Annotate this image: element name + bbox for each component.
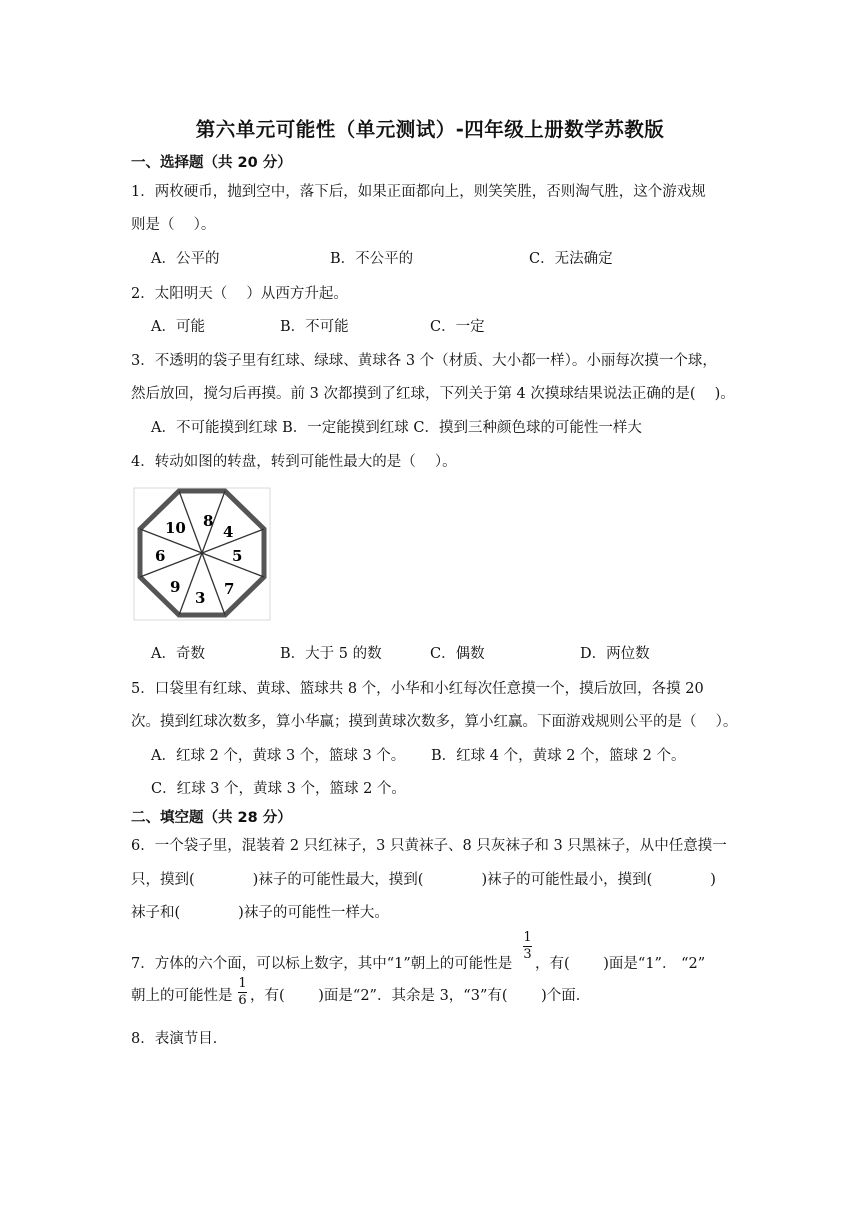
question-6-text-line-1: 6．一个袋子里，混装着 2 只红袜子，3 只黄袜子、8 只灰袜子和 3 只黑袜子，从中任意摸一 (131, 838, 727, 854)
question-2-option-a: A．可能 (151, 319, 205, 335)
question-3-text-line-2: 然后放回，搅匀后再摸。前 3 次都摸到了红球，下列关于第 4 次摸球结果说法正确的是( )。 (131, 386, 735, 402)
question-4-option-a: A．奇数 (151, 646, 205, 662)
question-3-text-line-1: 3．不透明的袋子里有红球、绿球、黄球各 3 个（材质、大小都一样）。小丽每次摸一个球， (131, 353, 717, 369)
question-6-text-line-2: 只，摸到( )袜子的可能性最大，摸到( )袜子的可能性最小，摸到( ) (131, 872, 716, 888)
question-1-text-line-2: 则是（ ）。 (131, 217, 216, 233)
question-1-option-c: C．无法确定 (529, 251, 613, 267)
question-5-text-line-1: 5．口袋里有红球、黄球、篮球共 8 个，小华和小红每次任意摸一个，摸后放回，各摸 20 (131, 681, 704, 697)
fraction-denominator: 6 (238, 993, 247, 1008)
question-7-text-line-2b: ，有( )面是“2”．其余是 3，“3”有( )个面． (250, 988, 591, 1004)
spinner-number: 8 (203, 512, 214, 530)
question-1-text-line-1: 1．两枚硬币，抛到空中，落下后，如果正面都向上，则笑笑胜，否则淘气胜，这个游戏规 (131, 184, 706, 200)
spinner-number: 5 (232, 547, 243, 565)
section-heading-fill-blank: 二、填空题（共 28 分） (131, 810, 292, 826)
question-5-option-b: B．红球 4 个，黄球 2 个，篮球 2 个。 (431, 748, 686, 764)
spinner-number: 9 (170, 578, 181, 596)
question-5-option-a: A．红球 2 个，黄球 3 个，篮球 3 个。 (151, 748, 406, 764)
question-7-text-line-1a: 7．方体的六个面，可以标上数字，其中“1”朝上的可能性是 (131, 956, 513, 972)
question-4-text: 4．转动如图的转盘，转到可能性最大的是（ ）。 (131, 454, 457, 470)
fraction-numerator: 1 (523, 930, 532, 945)
question-7-text-line-1b: ，有( )面是“1”． “2” (535, 956, 706, 972)
question-8-text: 8．表演节目． (131, 1031, 228, 1047)
question-4-option-c: C．偶数 (430, 646, 485, 662)
page-title: 第六单元可能性（单元测试）-四年级上册数学苏教版 (195, 118, 665, 141)
question-2-option-b: B．不可能 (280, 319, 349, 335)
question-5-option-c: C．红球 3 个，黄球 3 个，篮球 2 个。 (151, 781, 406, 797)
question-4-option-d: D．两位数 (580, 646, 650, 662)
question-2-option-c: C．一定 (430, 319, 485, 335)
question-2-text: 2．太阳明天（ ）从西方升起。 (131, 286, 348, 302)
question-6-text-line-3: 袜子和( )袜子的可能性一样大。 (131, 905, 389, 921)
question-7-text-line-2a: 朝上的可能性是 (131, 988, 233, 1004)
question-1-option-b: B．不公平的 (330, 251, 414, 267)
fraction-one-third (523, 931, 532, 962)
spinner-number: 3 (195, 589, 206, 607)
fraction-numerator: 1 (238, 976, 247, 991)
question-5-text-line-2: 次。摸到红球次数多，算小华赢；摸到黄球次数多，算小红赢。下面游戏规则公平的是（ ）。 (131, 714, 738, 730)
question-1-option-a: A．公平的 (151, 251, 220, 267)
fraction-one-sixth (238, 977, 247, 1008)
spinner-number: 6 (155, 547, 166, 565)
spinner-number: 10 (165, 519, 186, 537)
spinner-figure (133, 487, 271, 621)
section-heading-choice: 一、选择题（共 20 分） (131, 155, 292, 171)
spinner-number: 7 (224, 580, 235, 598)
fraction-denominator: 3 (523, 947, 532, 962)
question-3-options: A．不可能摸到红球 B．一定能摸到红球 C．摸到三种颜色球的可能性一样大 (151, 420, 642, 436)
question-4-option-b: B．大于 5 的数 (280, 646, 382, 662)
spinner-number: 4 (223, 523, 234, 541)
